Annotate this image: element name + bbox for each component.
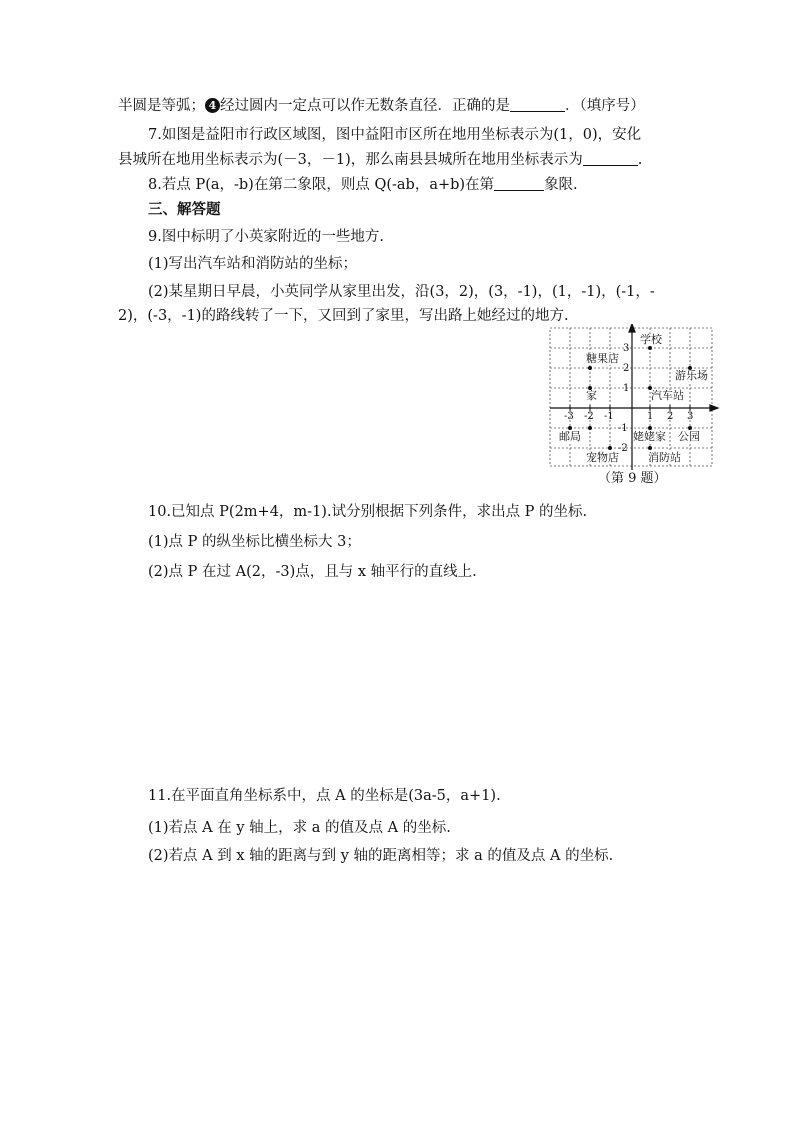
y-tick-label: 1 xyxy=(623,383,630,394)
y-tick-label: -2 xyxy=(618,443,628,454)
label-grandma-house: 姥姥家 xyxy=(633,430,666,443)
answer-blank-6[interactable] xyxy=(510,97,565,112)
text-fragment: 经过圆内一定点可以作无数条直径．正确的是 xyxy=(220,98,510,114)
question-9: 9.图中标明了小英家附近的一些地方. xyxy=(148,229,384,245)
label-candy-store: 糖果店 xyxy=(586,352,619,365)
answer-blank-8[interactable] xyxy=(494,176,544,191)
section-heading-3: 三、解答题 xyxy=(148,201,221,218)
circled-number-4: 4 xyxy=(205,98,220,113)
text-fragment: 半圆是等弧； xyxy=(118,98,205,114)
label-home: 家 xyxy=(586,389,597,402)
label-bus-station: 汽车站 xyxy=(651,389,684,402)
label-fire-station: 消防站 xyxy=(648,451,681,464)
text-fragment: 7.如图是益阳市行政区域图，图中益阳市区所在地用坐标表示为(1，0)，安化 xyxy=(148,127,642,143)
text-fragment: . xyxy=(637,152,643,168)
answer-blank-7[interactable] xyxy=(583,151,638,166)
y-tick-label: 3 xyxy=(623,343,630,354)
question-11: 11.在平面直角坐标系中，点 A 的坐标是(3a-5，a+1). xyxy=(148,788,501,804)
x-tick-label: -3 xyxy=(564,411,574,422)
text-fragment: 8.若点 P(a，-b)在第二象限，则点 Q(-ab，a+b)在第 xyxy=(148,177,495,193)
x-tick-label: -1 xyxy=(604,411,614,422)
label-post-office: 邮局 xyxy=(559,430,581,443)
question-9-part-1: (1)写出汽车站和消防站的坐标； xyxy=(148,256,358,272)
question-7-line-1 xyxy=(148,125,641,145)
label-amusement-park: 游乐场 xyxy=(675,369,708,382)
label-pet-store: 宠物店 xyxy=(586,451,619,464)
x-tick-label: 1 xyxy=(647,411,654,422)
question-10: 10.已知点 P(2m+4，m-1).试分别根据下列条件，求出点 P 的坐标. xyxy=(148,504,588,520)
question-8 xyxy=(148,175,578,195)
label-school: 学校 xyxy=(640,333,662,346)
question-10-part-1: (1)点 P 的纵坐标比横坐标大 3； xyxy=(148,534,361,550)
y-tick-label: 2 xyxy=(623,363,630,374)
text-fragment: 县城所在地用坐标表示为(－3，－1)，那么南县县城所在地用坐标表示为 xyxy=(118,152,583,168)
coordinate-map-figure xyxy=(548,324,720,474)
y-tick-label: -1 xyxy=(618,423,628,434)
question-7-line-2 xyxy=(118,150,642,170)
question-10-part-2: (2)点 P 在过 A(2，-3)点，且与 x 轴平行的直线上. xyxy=(148,564,477,580)
coordinate-grid xyxy=(548,324,720,474)
question-11-part-2: (2)若点 A 到 x 轴的距离与到 y 轴的距离相等；求 a 的值及点 A 的坐标. xyxy=(148,848,614,864)
question-11-part-1: (1)若点 A 在 y 轴上，求 a 的值及点 A 的坐标. xyxy=(148,820,451,836)
x-tick-label: 3 xyxy=(687,411,694,422)
x-tick-label: -2 xyxy=(584,411,594,422)
label-park: 公园 xyxy=(678,430,700,443)
question-9-part-2-line-1: (2)某星期日早晨，小英同学从家里出发，沿(3，2)，(3，-1)，(1，-1)，(-1，- xyxy=(148,284,655,300)
statement-line-1 xyxy=(118,96,645,116)
x-tick-label: 2 xyxy=(667,411,674,422)
question-9-part-2-line-2: 2)，(-3，-1)的路线转了一下，又回到了家里，写出路上她经过的地方. xyxy=(118,308,569,324)
text-fragment: 象限. xyxy=(544,177,578,193)
text-fragment: ．（填序号） xyxy=(565,98,645,114)
figure-caption: （第 9 题） xyxy=(598,471,667,486)
